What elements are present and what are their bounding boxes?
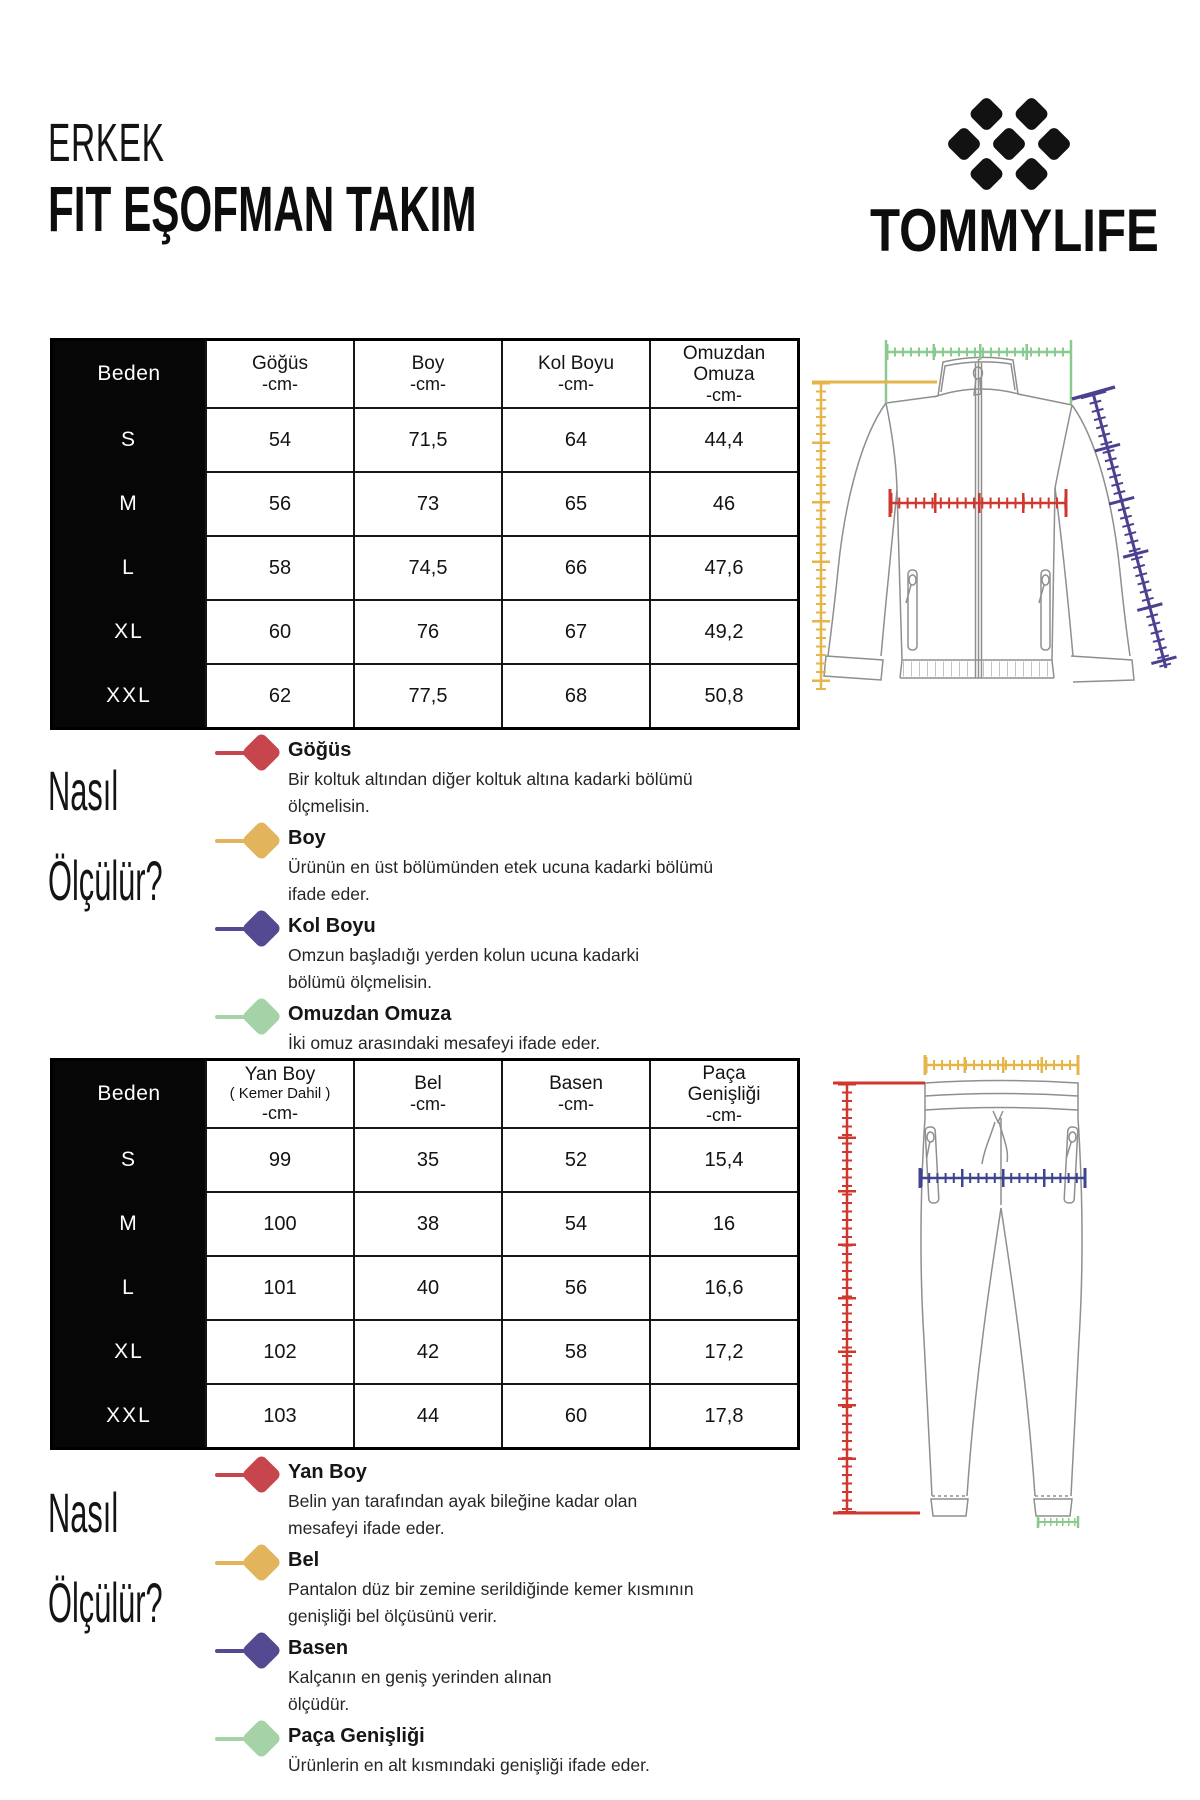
jacket-row-size: M	[53, 471, 205, 535]
jacket-col-header-omuzdan-omuza: Omuzdan Omuza -cm-	[649, 341, 797, 407]
jacket-cell: 73	[353, 471, 501, 535]
pants-cell: 99	[205, 1127, 353, 1191]
measure-diamond-icon	[215, 1457, 279, 1493]
pants-cell: 54	[501, 1191, 649, 1255]
measure-item-boy: Boy Ürünün en üst bölümünden etek ucuna kadarki bölümü ifade eder.	[215, 826, 775, 908]
jacket-cell: 65	[501, 471, 649, 535]
jacket-cell: 58	[205, 535, 353, 599]
page-subtitle: ERKEK	[48, 113, 165, 173]
hem-width-ruler	[1038, 1516, 1078, 1528]
pants-cell: 17,2	[649, 1319, 797, 1383]
pants-cell: 56	[501, 1255, 649, 1319]
jacket-col-header-kol-boyu: Kol Boyu -cm-	[501, 341, 649, 407]
jacket-row-size: XL	[53, 599, 205, 663]
measure-item-yan-boy: Yan Boy Belin yan tarafından ayak bileğine kadar olan mesafeyi ifade eder.	[215, 1460, 775, 1542]
jacket-cell: 76	[353, 599, 501, 663]
jacket-size-table	[50, 338, 800, 730]
measure-item-bel: Bel Pantalon düz bir zemine serildiğinde kemer kısmının genişliği bel ölçüsünü verir.	[215, 1548, 775, 1630]
jacket-cell: 44,4	[649, 407, 797, 471]
jacket-row-size: XXL	[53, 663, 205, 727]
pants-col-header-beden: Beden	[53, 1061, 205, 1127]
pants-cell: 38	[353, 1191, 501, 1255]
pants-outline	[921, 1081, 1082, 1517]
jacket-cell: 64	[501, 407, 649, 471]
measure-legend-top	[215, 738, 775, 1064]
pants-cell: 52	[501, 1127, 649, 1191]
jacket-cell: 50,8	[649, 663, 797, 727]
jacket-col-header-beden: Beden	[53, 341, 205, 407]
pants-cell: 17,8	[649, 1383, 797, 1447]
jacket-cell: 77,5	[353, 663, 501, 727]
jacket-cell: 74,5	[353, 535, 501, 599]
brand-name: TOMMYLIFE	[870, 197, 1159, 264]
measure-item-kol-boyu: Kol Boyu Omzun başladığı yerden kolun ucuna kadarki bölümü ölçmelisin.	[215, 914, 775, 996]
measure-diamond-icon	[215, 1545, 279, 1581]
measure-diamond-icon	[215, 1721, 279, 1757]
side-length-ruler	[833, 1083, 925, 1513]
jacket-cell: 66	[501, 535, 649, 599]
pants-size-table	[50, 1058, 800, 1450]
jacket-cell: 56	[205, 471, 353, 535]
length-ruler	[812, 382, 937, 690]
pants-cell: 16,6	[649, 1255, 797, 1319]
measure-diamond-icon	[215, 999, 279, 1035]
pants-cell: 40	[353, 1255, 501, 1319]
pants-cell: 100	[205, 1191, 353, 1255]
pants-cell: 58	[501, 1319, 649, 1383]
jacket-row-size: L	[53, 535, 205, 599]
pants-cell: 15,4	[649, 1127, 797, 1191]
jacket-measure-diagram	[800, 330, 1200, 705]
jacket-cell: 60	[205, 599, 353, 663]
pants-col-header-paca-genisligi: Paça Genişliği -cm-	[649, 1061, 797, 1127]
how-to-measure-heading: Nasıl Ölçülür?	[48, 1481, 163, 1634]
pants-cell: 35	[353, 1127, 501, 1191]
waist-ruler	[925, 1055, 1078, 1075]
jacket-cell: 47,6	[649, 535, 797, 599]
pants-row-size: XXL	[53, 1383, 205, 1447]
pants-cell: 42	[353, 1319, 501, 1383]
pants-cell: 103	[205, 1383, 353, 1447]
pants-col-header-yan-boy: Yan Boy ( Kemer Dahil ) -cm-	[205, 1061, 353, 1127]
hip-ruler	[920, 1168, 1085, 1188]
jacket-cell: 49,2	[649, 599, 797, 663]
pants-cell: 16	[649, 1191, 797, 1255]
jacket-cell: 68	[501, 663, 649, 727]
pants-col-header-basen: Basen -cm-	[501, 1061, 649, 1127]
measure-item-omuzdan-omuza: Omuzdan Omuza İki omuz arasındaki mesafeyi ifade eder.	[215, 1002, 775, 1058]
pants-row-size: XL	[53, 1319, 205, 1383]
measure-legend-bottom	[215, 1460, 775, 1786]
pants-measure-diagram	[805, 1040, 1200, 1540]
pants-col-header-bel: Bel -cm-	[353, 1061, 501, 1127]
jacket-cell: 67	[501, 599, 649, 663]
measure-item-basen: Basen Kalçanın en geniş yerinden alınan ölçüdür.	[215, 1636, 775, 1718]
how-to-measure-heading: Nasıl Ölçülür?	[48, 759, 163, 912]
brand-diamonds-logo-icon	[928, 90, 1090, 198]
pants-row-size: M	[53, 1191, 205, 1255]
page-title: FIT EŞOFMAN TAKIM	[48, 173, 477, 245]
chest-ruler	[890, 489, 1066, 517]
measure-diamond-icon	[215, 735, 279, 771]
pants-cell: 101	[205, 1255, 353, 1319]
jacket-cell: 46	[649, 471, 797, 535]
jacket-cell: 54	[205, 407, 353, 471]
jacket-col-header-gogus: Göğüs -cm-	[205, 341, 353, 407]
measure-item-gogus: Göğüs Bir koltuk altından diğer koltuk altına kadarki bölümü ölçmelisin.	[215, 738, 775, 820]
pants-row-size: L	[53, 1255, 205, 1319]
pants-row-size: S	[53, 1127, 205, 1191]
pants-cell: 102	[205, 1319, 353, 1383]
jacket-col-header-boy: Boy -cm-	[353, 341, 501, 407]
jacket-cell: 71,5	[353, 407, 501, 471]
measure-diamond-icon	[215, 1633, 279, 1669]
jacket-cell: 62	[205, 663, 353, 727]
pants-cell: 60	[501, 1383, 649, 1447]
jacket-row-size: S	[53, 407, 205, 471]
pants-cell: 44	[353, 1383, 501, 1447]
jacket-outline	[824, 357, 1134, 682]
measure-item-paca-genisligi: Paça Genişliği Ürünlerin en alt kısmındaki genişliği ifade eder.	[215, 1724, 775, 1780]
measure-diamond-icon	[215, 911, 279, 947]
measure-diamond-icon	[215, 823, 279, 859]
